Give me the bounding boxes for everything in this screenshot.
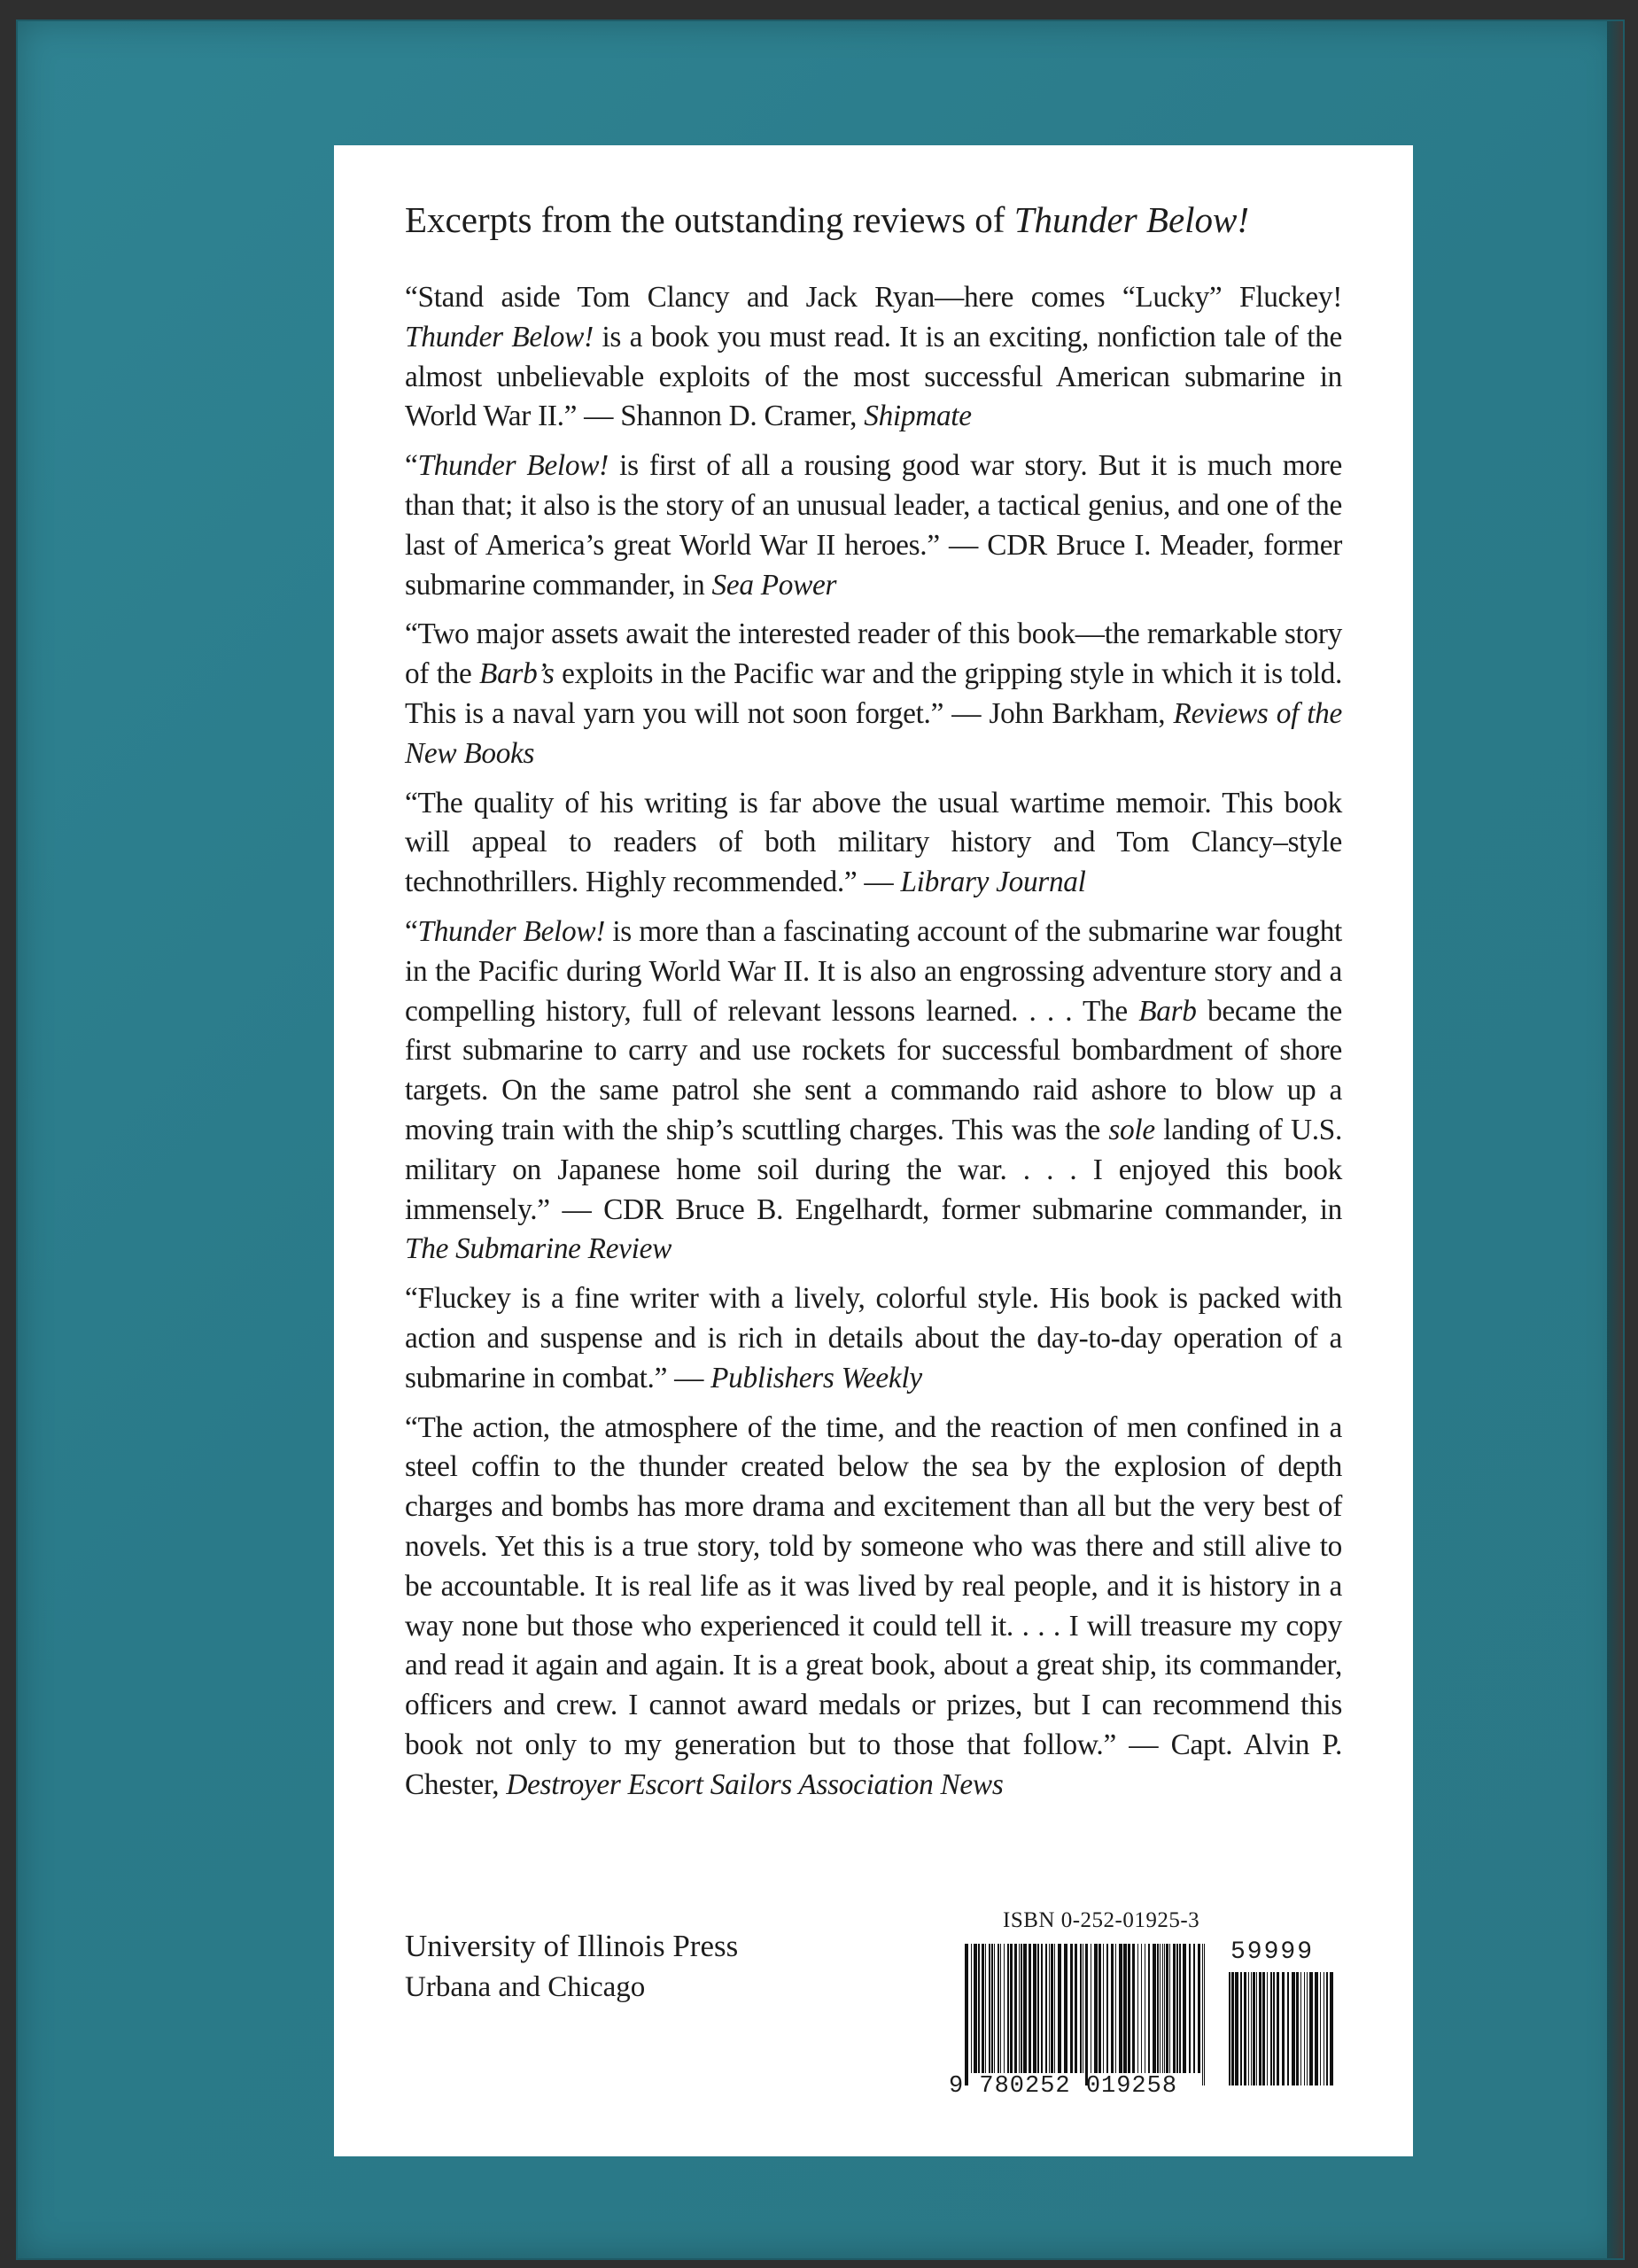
review-panel: [334, 145, 1413, 2156]
review-text: became the first submarine to carry and use rockets for successful bombardment of shore targets. On the same patrol she sent a commando raid ashore to blow up a moving train with the ship’s scuttling charges. This was the: [405, 994, 1342, 1146]
review-submarine-review: [405, 913, 1342, 1270]
review-italic: Barb’s: [479, 657, 555, 691]
review-text: “Fluckey is a fine writer with a lively, colorful style. His book is packed with action and suspense and is rich in details about the day-to-day operation of a submarine in combat.” —: [405, 1282, 1342, 1394]
review-source: Shipmate: [864, 400, 972, 433]
reviews-heading: [405, 197, 1342, 243]
publisher-city: Urbana and Chicago: [405, 1971, 646, 2003]
review-italic: Thunder Below!: [417, 449, 609, 483]
barcode-addon-icon: [1227, 1972, 1333, 2085]
review-new-books: [405, 615, 1342, 773]
heading-prefix: Excerpts from the outstanding reviews of: [405, 199, 1014, 240]
heading-book-title: Thunder Below!: [1013, 199, 1250, 240]
review-text: is a book you must read. It is an exciting, nonfiction tale of the almost unbelievable exploits of the most successful American submarine in World War II.” — Shannon D. Cramer,: [405, 320, 1342, 433]
review-sea-power: [405, 447, 1342, 605]
review-source: Destroyer Escort Sailors Association News: [506, 1767, 1004, 1801]
review-italic: Barb: [1138, 994, 1197, 1028]
review-italic: Thunder Below!: [417, 914, 606, 948]
review-text: “Two major assets await the interested reader of this book—the remarkable story of the: [405, 617, 1342, 691]
review-text: is more than a fascinating account of the submarine war fought in the Pacific during World War II. It is also an engrossing adventure story and a compelling history, full of relevant lessons learned. . . . The: [405, 914, 1342, 1028]
isbn-label: ISBN 0-252-01925-3: [1003, 1908, 1200, 1932]
isbn-barcode-block: [949, 1908, 1344, 2112]
panel-footer: [405, 1908, 1342, 2139]
review-text: “The action, the atmosphere of the time, and the reaction of men confined in a steel coffin to the thunder created below the sea by the explosion of depth charges and bombs has more drama and excitement than all but the very best of novels. Yet this is a true story, told by someone who was there and still alive to be accountable. It is real life as it was lived by real people, and it is history in a way none but those who experienced it could tell it. . . . I will treasure my copy and read it again and again. It is a great book, about a great ship, its commander, officers and crew. I cannot award medals or prizes, but I can recommend this book not only to my generation but to those that follow.” — Capt. Alvin P. Chester,: [405, 1410, 1342, 1801]
review-shipmate: [405, 278, 1342, 437]
review-text: landing of U.S. military on Japanese home soil during the war. . . . I enjoyed this book immensely.” — CDR Bruce B. Engelhardt, former submarine commander, in: [405, 1113, 1343, 1226]
review-text: “The quality of his writing is far above the usual wartime memoir. This book will appeal to readers of both military history and Tom Clancy–style technothrillers. Highly recommended.” —: [405, 786, 1342, 899]
review-publishers-weekly: [405, 1279, 1342, 1398]
publisher-name: University of Illinois Press: [405, 1929, 739, 1963]
dust-jacket-back: [16, 19, 1625, 2260]
review-text: exploits in the Pacific war and the gripping style in which it is told. This is a naval yarn you will not soon forget.” — John Barkham,: [405, 657, 1343, 730]
review-text: is first of all a rousing good war story. But it is much more than that; it also is the story of an unusual leader, a tactical genius, and one of the last of America’s great World War II heroes.” — CDR Bruce I. Meader, former submarine commander, in: [405, 449, 1342, 602]
review-source: Sea Power: [711, 568, 837, 602]
review-source: Publishers Weekly: [710, 1361, 922, 1394]
barcode-addon-number: 59999: [1230, 1938, 1315, 1966]
review-library-journal: [405, 784, 1342, 903]
review-italic: sole: [1108, 1113, 1155, 1146]
review-source: Reviews of the New Books: [405, 696, 1343, 770]
review-text: “: [405, 914, 418, 948]
review-text: “: [405, 449, 418, 483]
review-text: “Stand aside Tom Clancy and Jack Ryan—here comes “Lucky” Fluckey!: [405, 281, 1342, 314]
barcode-icon: [963, 1944, 1209, 2085]
review-italic: Thunder Below!: [405, 320, 594, 353]
barcode-digits: 9 780252 019258: [949, 2073, 1178, 2100]
review-source: The Submarine Review: [405, 1232, 672, 1266]
review-desa-news: [405, 1409, 1342, 1806]
jacket-edge: [1607, 21, 1623, 2258]
review-source: Library Journal: [900, 866, 1086, 899]
